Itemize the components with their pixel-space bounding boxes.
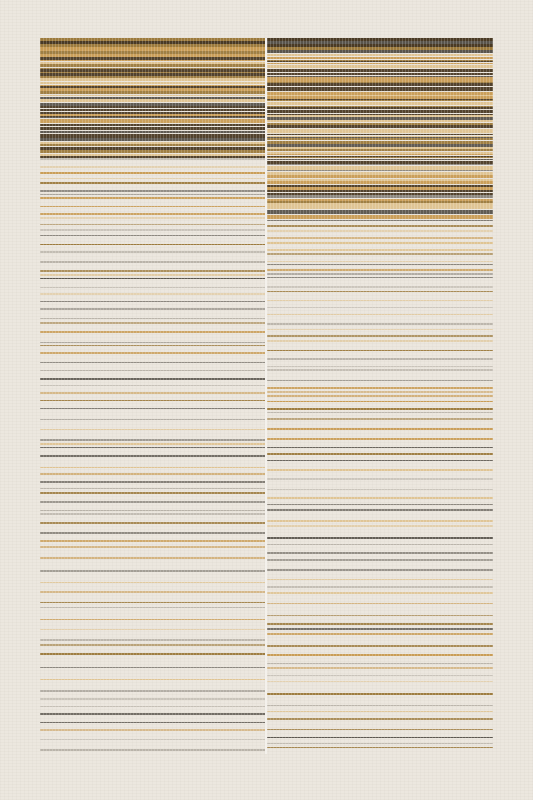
woven-stripe	[267, 633, 493, 635]
woven-stripe	[267, 418, 493, 420]
woven-stripe	[267, 335, 493, 337]
woven-stripe	[267, 395, 493, 397]
woven-stripe	[267, 138, 493, 140]
woven-stripe	[40, 197, 265, 199]
woven-stripe	[267, 242, 493, 244]
woven-stripe	[40, 639, 265, 641]
woven-stripe	[267, 693, 493, 695]
woven-stripe	[40, 293, 265, 295]
woven-stripe	[40, 481, 265, 483]
woven-stripe	[267, 190, 493, 192]
woven-stripe	[40, 144, 265, 146]
woven-stripe	[40, 106, 265, 108]
woven-stripe	[40, 127, 265, 130]
woven-stripe	[267, 329, 493, 330]
striped-artwork	[40, 38, 493, 754]
woven-stripe	[40, 99, 265, 102]
woven-stripe	[40, 467, 265, 468]
woven-stripe	[267, 681, 493, 682]
woven-stripe	[40, 408, 265, 409]
woven-stripe	[40, 91, 265, 94]
woven-stripe	[40, 729, 265, 731]
woven-stripe	[267, 73, 493, 75]
woven-stripe	[267, 83, 493, 86]
woven-stripe	[40, 64, 265, 67]
woven-stripe	[267, 387, 493, 389]
woven-stripe	[267, 220, 493, 221]
woven-stripe	[267, 213, 493, 214]
woven-stripe	[40, 619, 265, 620]
woven-stripe	[267, 438, 493, 440]
woven-stripe	[267, 314, 493, 315]
woven-stripe	[267, 225, 493, 227]
woven-stripe	[40, 362, 265, 363]
woven-stripe	[40, 122, 265, 123]
woven-stripe	[40, 557, 265, 559]
woven-stripe	[40, 342, 265, 343]
woven-stripe	[40, 172, 265, 174]
woven-stripe	[40, 488, 265, 489]
woven-stripe	[267, 170, 493, 171]
woven-stripe	[40, 261, 265, 263]
woven-stripe	[267, 159, 493, 160]
woven-stripe	[40, 60, 265, 61]
woven-stripe	[267, 102, 493, 105]
woven-stripe	[40, 182, 265, 184]
woven-stripe	[267, 134, 493, 135]
woven-stripe	[267, 711, 493, 712]
woven-stripe	[267, 61, 493, 62]
woven-stripe	[40, 287, 265, 288]
woven-stripe	[40, 370, 265, 371]
woven-stripe	[40, 322, 265, 324]
woven-stripe	[40, 722, 265, 723]
woven-stripe	[40, 124, 265, 126]
woven-stripe	[40, 331, 265, 333]
woven-stripe	[40, 602, 265, 603]
woven-stripe	[267, 50, 493, 53]
woven-stripe	[40, 473, 265, 475]
woven-stripe	[267, 552, 493, 554]
woven-stripe	[267, 654, 493, 656]
woven-stripe	[40, 194, 265, 195]
woven-stripe	[40, 570, 265, 572]
woven-stripe	[267, 497, 493, 499]
woven-stripe	[267, 120, 493, 122]
woven-stripe	[267, 401, 493, 402]
woven-stripe	[267, 358, 493, 360]
woven-stripe	[40, 131, 265, 133]
woven-stripe	[40, 190, 265, 192]
woven-stripe	[40, 150, 265, 153]
woven-stripe	[40, 318, 265, 319]
woven-stripe	[267, 175, 493, 178]
woven-stripe	[40, 117, 265, 118]
woven-stripe	[267, 428, 493, 430]
woven-stripe	[267, 667, 493, 669]
woven-stripe	[267, 253, 493, 255]
woven-stripe	[40, 513, 265, 515]
woven-stripe	[267, 705, 493, 706]
right-stripe-panel	[267, 38, 493, 754]
woven-stripe	[40, 447, 265, 448]
woven-stripe	[267, 277, 493, 278]
woven-stripe	[267, 149, 493, 151]
woven-stripe	[40, 217, 265, 219]
woven-stripe	[267, 663, 493, 664]
woven-stripe	[267, 130, 493, 133]
woven-stripe	[267, 489, 493, 490]
woven-stripe	[267, 110, 493, 113]
woven-stripe	[40, 443, 265, 445]
woven-stripe	[267, 615, 493, 616]
woven-stripe	[40, 385, 265, 386]
woven-stripe	[40, 644, 265, 646]
woven-stripe	[40, 138, 265, 141]
woven-stripe	[267, 559, 493, 561]
woven-stripe	[40, 739, 265, 740]
woven-stripe	[267, 300, 493, 301]
woven-stripe	[40, 392, 265, 394]
woven-stripe	[267, 65, 493, 68]
woven-stripe	[267, 264, 493, 265]
woven-stripe	[40, 224, 265, 225]
woven-stripe	[267, 579, 493, 580]
woven-stripe	[267, 261, 493, 262]
woven-stripe	[267, 369, 493, 371]
woven-stripe	[40, 439, 265, 441]
woven-stripe	[267, 57, 493, 59]
woven-stripe	[267, 307, 493, 308]
woven-stripe	[267, 340, 493, 342]
woven-stripe	[40, 546, 265, 548]
woven-stripe	[40, 713, 265, 715]
woven-stripe	[267, 195, 493, 198]
woven-stripe	[267, 628, 493, 630]
woven-stripe	[40, 378, 265, 380]
woven-stripe	[267, 230, 493, 232]
woven-stripe	[267, 460, 493, 461]
woven-stripe	[40, 510, 265, 511]
woven-stripe	[267, 107, 493, 109]
woven-stripe	[40, 706, 265, 707]
woven-stripe	[40, 419, 265, 420]
woven-stripe	[40, 455, 265, 457]
woven-stripe	[40, 82, 265, 84]
woven-stripe	[267, 504, 493, 505]
woven-stripe	[267, 537, 493, 539]
woven-stripe	[267, 544, 493, 545]
woven-stripe	[267, 645, 493, 647]
woven-stripe	[40, 679, 265, 680]
woven-stripe	[267, 586, 493, 588]
woven-stripe	[267, 447, 493, 448]
woven-stripe	[267, 391, 493, 393]
woven-stripe	[40, 492, 265, 494]
woven-stripe	[40, 178, 265, 179]
woven-stripe	[267, 525, 493, 527]
woven-stripe	[267, 237, 493, 239]
woven-stripe	[40, 213, 265, 215]
woven-stripe	[267, 366, 493, 367]
woven-stripe	[40, 206, 265, 207]
woven-stripe	[267, 569, 493, 571]
woven-stripe	[40, 400, 265, 401]
woven-stripe	[40, 591, 265, 593]
woven-stripe	[40, 653, 265, 655]
woven-stripe	[267, 286, 493, 288]
woven-stripe	[267, 412, 493, 413]
woven-stripe	[40, 244, 265, 245]
woven-stripe	[267, 380, 493, 381]
woven-stripe	[267, 126, 493, 128]
woven-stripe	[40, 690, 265, 692]
woven-stripe	[267, 154, 493, 155]
woven-stripe	[267, 603, 493, 604]
woven-stripe	[267, 520, 493, 522]
woven-stripe	[40, 582, 265, 583]
woven-stripe	[40, 95, 265, 96]
left-stripe-panel	[40, 38, 265, 754]
woven-stripe	[267, 509, 493, 511]
woven-stripe	[267, 206, 493, 209]
woven-stripe	[40, 78, 265, 81]
woven-stripe	[40, 166, 265, 168]
woven-stripe	[267, 69, 493, 72]
woven-stripe	[267, 747, 493, 748]
woven-stripe	[40, 607, 265, 608]
woven-stripe	[40, 522, 265, 524]
woven-stripe	[40, 345, 265, 346]
woven-stripe	[267, 737, 493, 738]
woven-stripe	[267, 157, 493, 158]
woven-stripe	[40, 352, 265, 354]
woven-stripe	[40, 629, 265, 630]
woven-stripe	[267, 63, 493, 64]
woven-stripe	[40, 278, 265, 279]
woven-stripe	[267, 592, 493, 594]
woven-stripe	[267, 54, 493, 56]
woven-stripe	[267, 478, 493, 480]
woven-stripe	[267, 453, 493, 455]
woven-stripe	[267, 249, 493, 251]
woven-stripe	[40, 158, 265, 160]
woven-stripe	[267, 164, 493, 165]
woven-stripe	[40, 429, 265, 430]
woven-stripe	[40, 47, 265, 50]
woven-stripe	[267, 729, 493, 730]
woven-stripe	[40, 501, 265, 503]
woven-stripe	[267, 90, 493, 91]
woven-stripe	[40, 235, 265, 236]
woven-stripe	[40, 308, 265, 310]
woven-stripe	[40, 540, 265, 542]
woven-stripe	[267, 743, 493, 744]
woven-stripe	[40, 532, 265, 534]
woven-stripe	[40, 667, 265, 668]
woven-stripe	[267, 323, 493, 325]
woven-stripe	[40, 109, 265, 111]
woven-stripe	[40, 301, 265, 302]
woven-stripe	[40, 270, 265, 272]
woven-stripe	[267, 216, 493, 219]
woven-stripe	[267, 273, 493, 275]
woven-stripe	[267, 623, 493, 625]
woven-stripe	[267, 718, 493, 720]
woven-stripe	[267, 181, 493, 184]
woven-stripe	[267, 350, 493, 351]
woven-stripe	[40, 251, 265, 253]
woven-stripe	[267, 291, 493, 292]
woven-stripe	[40, 749, 265, 751]
woven-stripe	[40, 698, 265, 700]
woven-stripe	[40, 274, 265, 276]
woven-stripe	[267, 675, 493, 676]
woven-stripe	[267, 408, 493, 410]
woven-stripe	[267, 469, 493, 471]
woven-stripe	[267, 269, 493, 271]
woven-stripe	[267, 100, 493, 101]
woven-stripe	[40, 229, 265, 231]
